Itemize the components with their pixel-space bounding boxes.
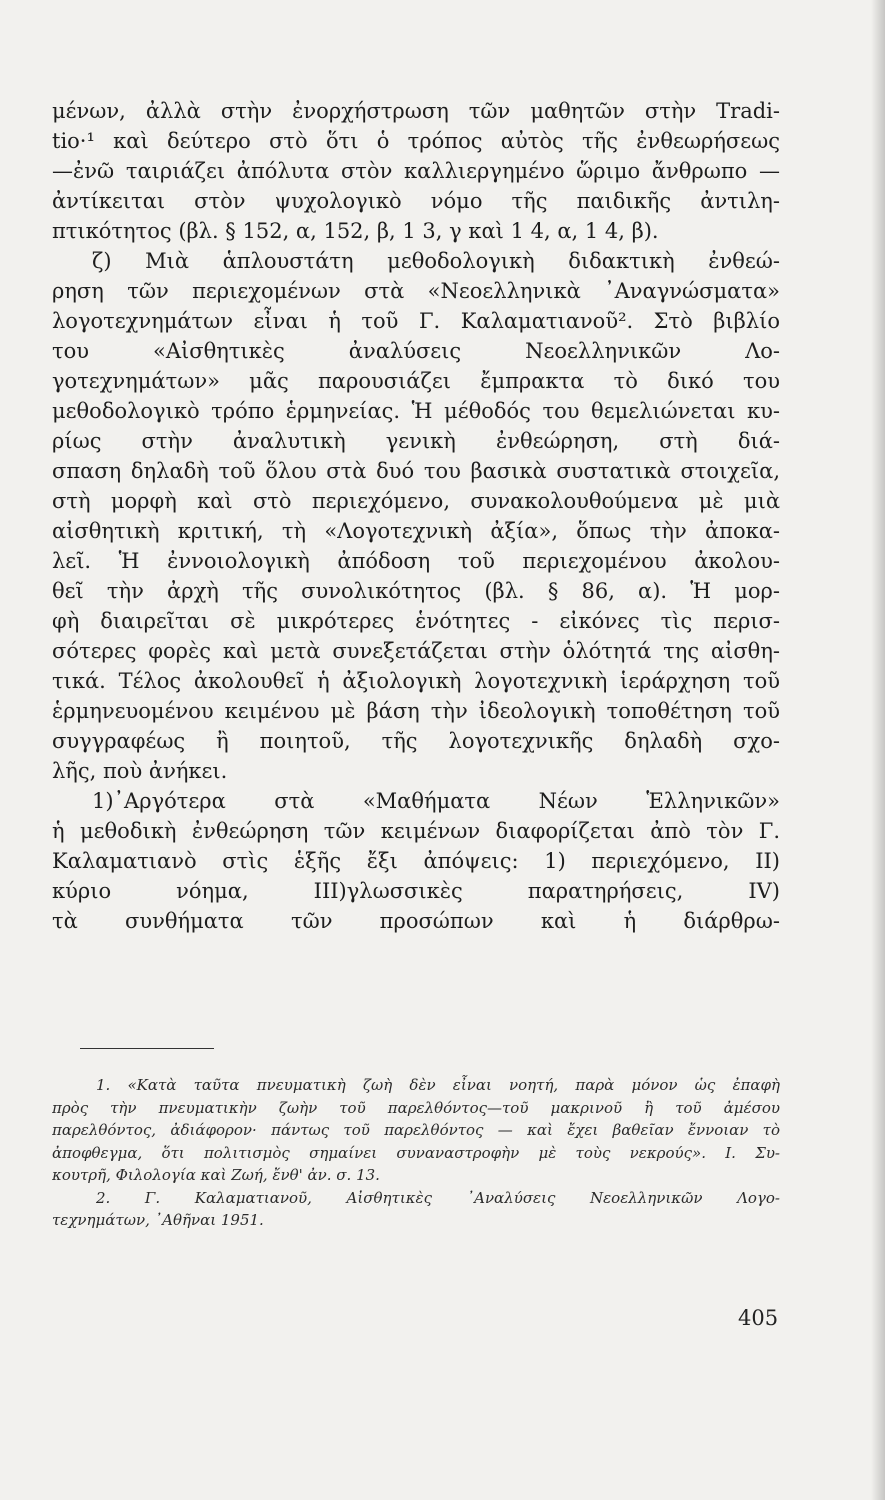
body-line: τικά. Τέλος ἀκολουθεῖ ἡ ἀξιολογικὴ λογοτεχνικὴ ἱεράρχηση τοῦ [52, 669, 780, 693]
body-line: ρίως στὴν ἀναλυτικὴ γενικὴ ἐνθεώρηση, στὴ διά- [52, 429, 780, 453]
footnotes [52, 1074, 780, 1232]
body-line: λογοτεχνημάτων εἶναι ἡ τοῦ Γ. Καλαματιανοῦ². Στὸ βιβλίο [52, 309, 780, 333]
body-line: ἑρμηνευομένου κειμένου μὲ βάση τὴν ἰδεολογικὴ τοποθέτηση τοῦ [52, 699, 780, 723]
footnote-line: τεχνημάτων, ᾿Αθῆναι 1951. [52, 1211, 264, 1229]
footnote-line: πρὸς τὴν πνευματικὴν ζωὴν τοῦ παρελθόντος—τοῦ μακρινοῦ ἢ τοῦ ἀμέσου [52, 1098, 780, 1117]
footnote-divider [80, 1048, 214, 1049]
body-line: στὴ μορφὴ καὶ στὸ περιεχόμενο, συνακολουθούμενα μὲ μιὰ [52, 489, 780, 513]
page-number: 405 [738, 1306, 779, 1330]
body-line: λεῖ. Ἡ ἐννοιολογικὴ ἀπόδοση τοῦ περιεχομένου ἀκολου- [52, 549, 780, 573]
body-line: Καλαματιανὸ στὶς ἑξῆς ἔξι ἀπόψεις: 1) περιεχόμενο, ΙΙ) [52, 849, 780, 873]
body-line: κύριο νόημα, ΙΙΙ)γλωσσικὲς παρατηρήσεις, ΙV) [52, 879, 780, 903]
body-line: πτικότητος (βλ. § 152, α, 152, β, 1 3, γ καὶ 1 4, α, 1 4, β). [52, 219, 659, 243]
body-line: γοτεχνημάτων» μᾶς παρουσιάζει ἔμπρακτα τὸ δικό του [52, 369, 780, 393]
body-line: ρηση τῶν περιεχομένων στὰ «Νεοελληνικὰ ᾿Αναγνώσματα» [52, 279, 780, 303]
body-line: συγγραφέως ἢ ποιητοῦ, τῆς λογοτεχνικῆς δηλαδὴ σχο- [52, 729, 780, 753]
body-line: 1)᾿Αργότερα στὰ «Μαθήματα Νέων Ἑλληνικῶν» [92, 789, 780, 813]
body-line: ἀντίκειται στὸν ψυχολογικὸ νόμο τῆς παιδικῆς ἀντιλη- [52, 189, 780, 213]
footnote-line: ἀποφθεγμα, ὅτι πολιτισμὸς σημαίνει συναναστροφὴν μὲ τοὺς νεκρούς». Ι. Συ- [52, 1143, 780, 1162]
footnote-line: παρελθόντος, ἀδιάφορον· πάντως τοῦ παρελθόντος — καὶ ἔχει βαθεῖαν ἔννοιαν τὸ [52, 1121, 780, 1139]
body-line: μεθοδολογικὸ τρόπο ἑρμηνείας. Ἡ μέθοδός του θεμελιώνεται κυ- [52, 399, 780, 423]
body-line: τὰ συνθήματα τῶν προσώπων καὶ ἡ διάρθρω- [52, 909, 780, 933]
body-line: ἡ μεθοδικὴ ἐνθεώρηση τῶν κειμένων διαφορίζεται ἀπὸ τὸν Γ. [52, 819, 780, 843]
body-line: tio·¹ καὶ δεύτερο στὸ ὅτι ὁ τρόπος αὐτὸς τῆς ἐνθεωρήσεως [52, 129, 780, 153]
footnote-line: 1. «Κατὰ ταῦτα πνευματικὴ ζωὴ δὲν εἶναι νοητή, παρὰ μόνον ὡς ἐπαφὴ [96, 1076, 780, 1094]
body-line: μένων, ἀλλὰ στὴν ἐνορχήστρωση τῶν μαθητῶν στὴν Tradi- [52, 99, 780, 123]
body-line: ζ) Μιὰ ἁπλουστάτη μεθοδολογικὴ διδακτικὴ ἐνθεώ- [92, 249, 780, 273]
body-line: φὴ διαιρεῖται σὲ μικρότερες ἑνότητες - εἰκόνες τὶς περισ- [52, 609, 780, 633]
body-line: θεῖ τὴν ἀρχὴ τῆς συνολικότητος (βλ. § 86, α). Ἡ μορ- [52, 579, 780, 603]
body-line: λῆς, ποὺ ἀνήκει. [52, 759, 228, 783]
footnote-line: 2. Γ. Καλαματιανοῦ, Αἰσθητικὲς ᾿Αναλύσεις Νεοελληνικῶν Λογο- [96, 1188, 780, 1207]
footnote-line: κουτρῆ, Φιλολογία καὶ Ζωή, ἔνθ' ἀν. σ. 13. [52, 1166, 380, 1184]
body-line: σότερες φορὲς καὶ μετὰ συνεξετάζεται στὴν ὁλότητά της αἰσθη- [52, 639, 780, 663]
body-line: σπαση δηλαδὴ τοῦ ὅλου στὰ δυό του βασικὰ συστατικὰ στοιχεῖα, [52, 459, 780, 483]
body-line: —ἐνῶ ταιριάζει ἀπόλυτα στὸν καλλιεργημένο ὥριμο ἄνθρωπο — [52, 159, 780, 183]
body-line: του «Αἰσθητικὲς ἀναλύσεις Νεοελληνικῶν Λο- [52, 339, 780, 363]
body-text [52, 96, 780, 936]
body-line: αἰσθητικὴ κριτική, τὴ «Λογοτεχνικὴ ἀξία», ὅπως τὴν ἀποκα- [52, 519, 780, 543]
